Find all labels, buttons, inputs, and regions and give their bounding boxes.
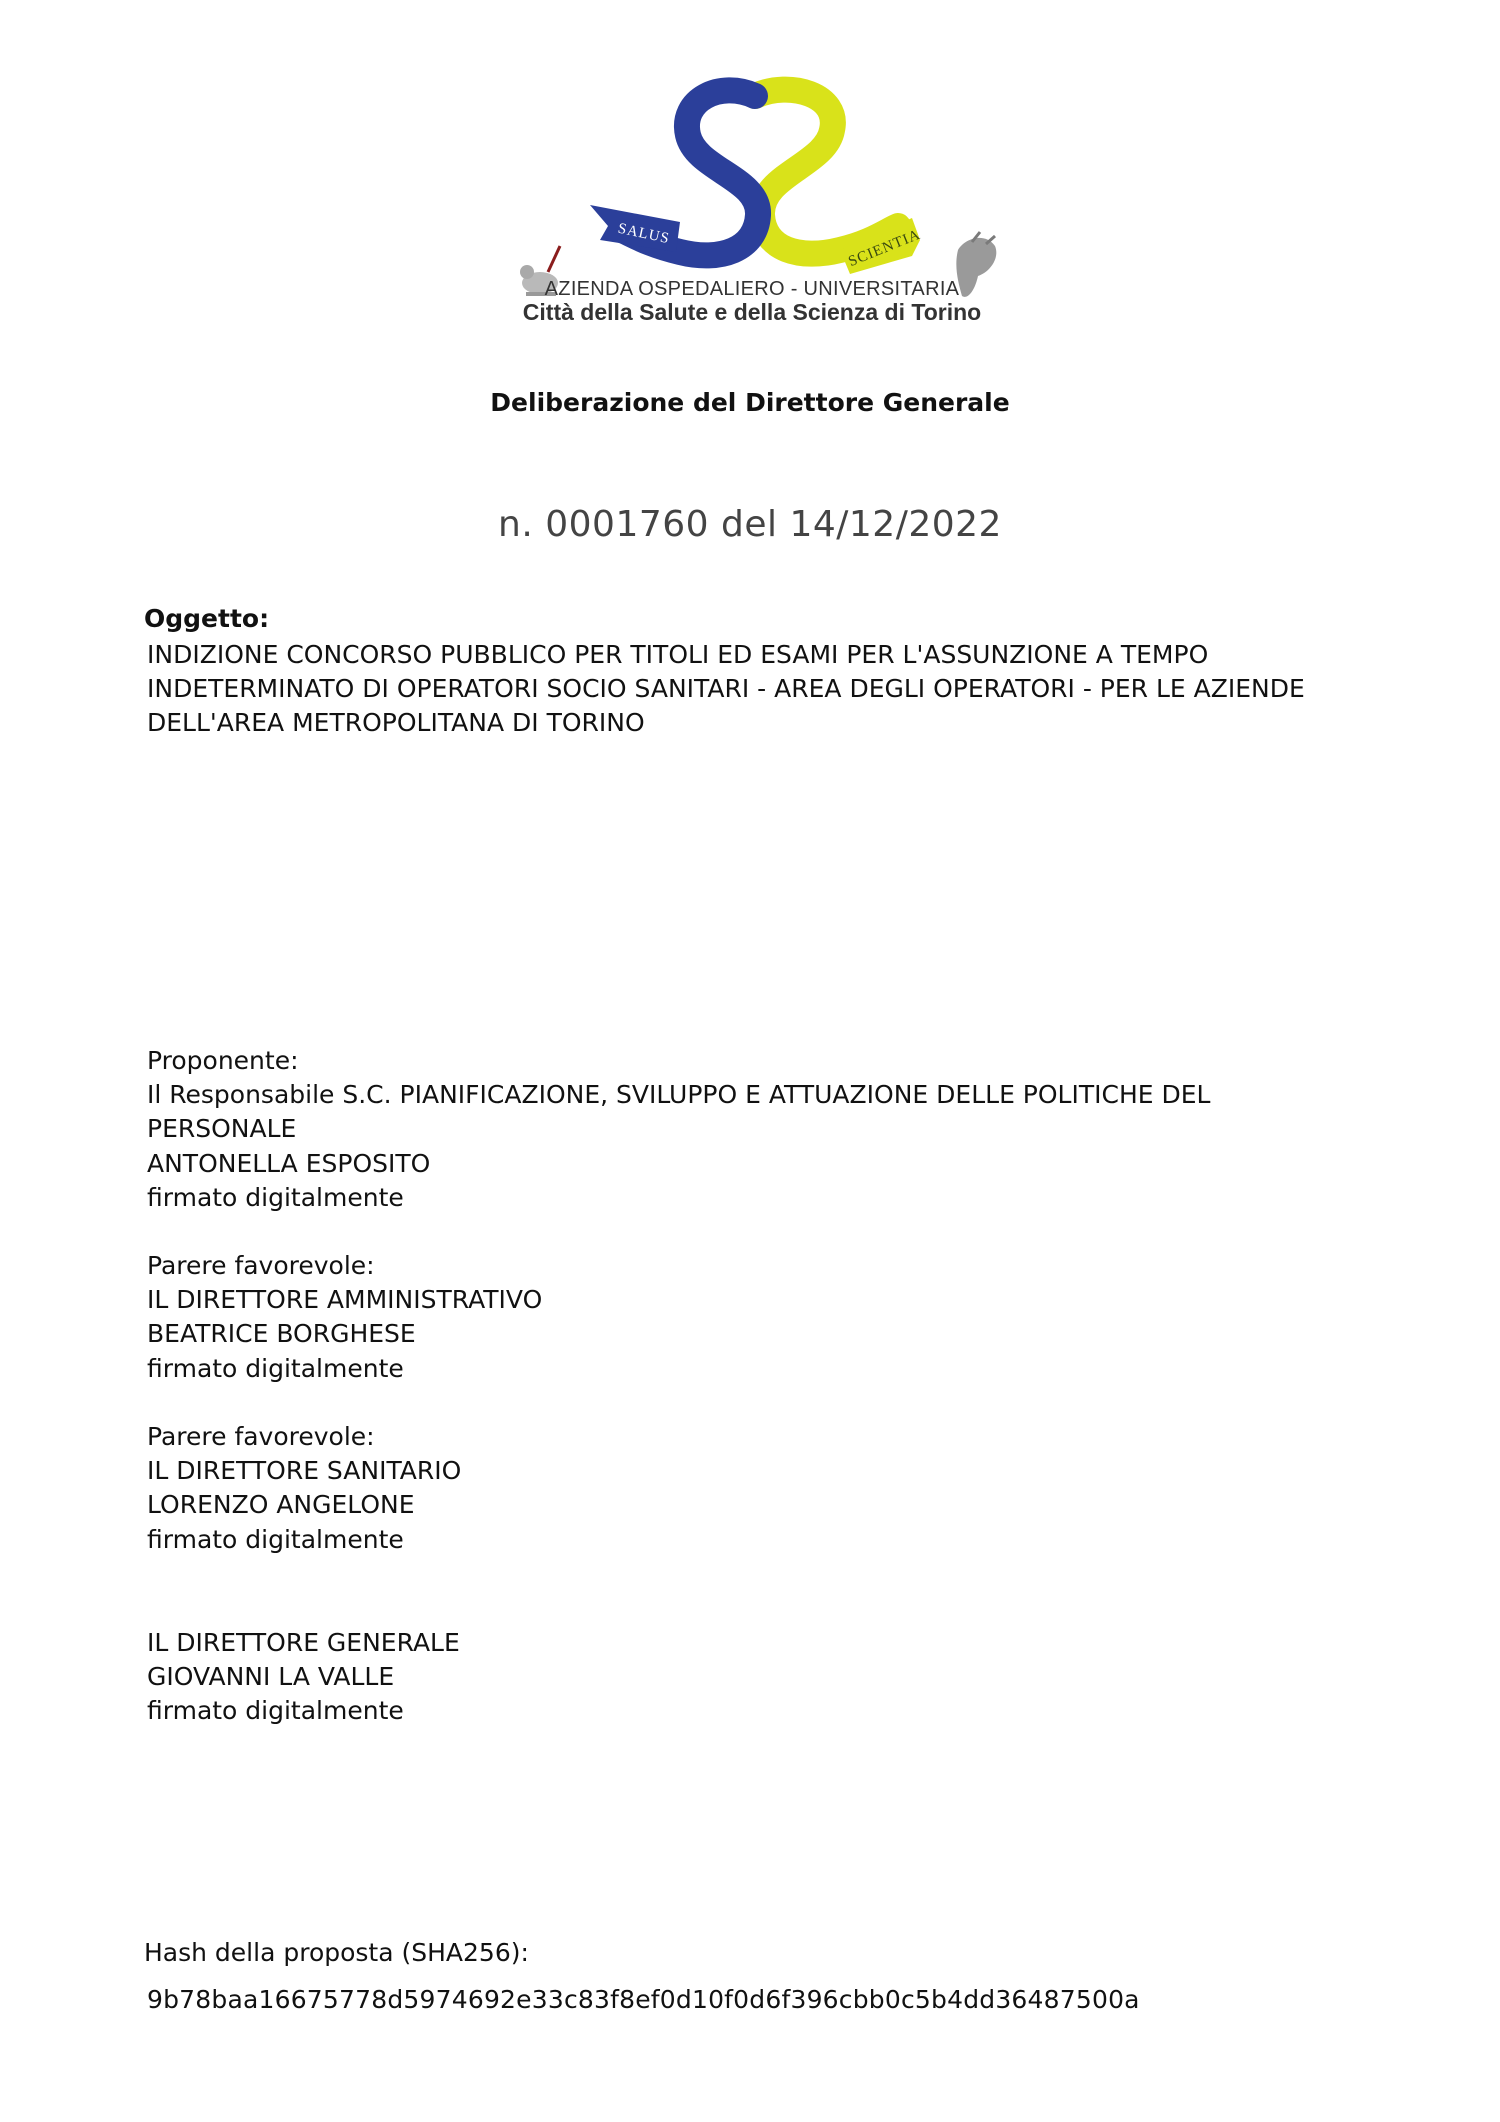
admin-opinion-label: Parere favorevole: <box>147 1251 375 1280</box>
bull-emblem-icon <box>956 232 996 297</box>
logo-line1: AZIENDA OSPEDALIERO - UNIVERSITARIA <box>544 278 960 300</box>
proponente-name: ANTONELLA ESPOSITO <box>147 1148 431 1178</box>
logo-ribbon-right-text: SCIENTIA <box>846 226 924 271</box>
deliberation-number: n. 0001760 del 14/12/2022 <box>498 504 1002 545</box>
general-director-role: IL DIRETTORE GENERALE <box>147 1628 460 1657</box>
proponente-role: Il Responsabile S.C. PIANIFICAZIONE, SVILUPPO E ATTUAZIONE DELLE POLITICHE DEL <box>147 1080 1211 1110</box>
subject-text: INDIZIONE CONCORSO PUBBLICO PER TITOLI ED ESAMI PER L'ASSUNZIONE A TEMPO INDETERMINATO DI OPERATORI SOCIO SANITARI - AREA DEGLI OPERATORI - PER LE AZIENDE DELL'AREA METROPOLITANA DI TORINO <box>147 640 1305 737</box>
general-director-block <box>147 1626 1327 1729</box>
general-director-name: GIOVANNI LA VALLE <box>147 1662 395 1692</box>
subject-label: Oggetto: <box>144 604 270 633</box>
proponente-role-cont: PERSONALE <box>147 1114 297 1144</box>
logo-ribbon-left-text: SALUS <box>616 220 672 248</box>
health-director-block <box>147 1420 1327 1557</box>
admin-signature-status: firmato digitalmente <box>147 1353 404 1383</box>
health-opinion-label: Parere favorevole: <box>147 1422 375 1451</box>
general-signature-status: firmato digitalmente <box>147 1696 404 1726</box>
proponente-block <box>147 1044 1327 1215</box>
document-title: Deliberazione del Direttore Generale <box>490 388 1010 417</box>
health-signature-status: firmato digitalmente <box>147 1524 404 1554</box>
hash-value: 9b78baa16675778d5974692e33c83f8ef0d10f0d6f396cbb0c5b4dd36487500a <box>147 1985 1140 2014</box>
proponente-label: Proponente: <box>147 1046 299 1075</box>
hash-label: Hash della proposta (SHA256): <box>144 1938 529 1967</box>
hospital-logo <box>0 0 1500 340</box>
admin-director-name: BEATRICE BORGHESE <box>147 1319 416 1349</box>
logo-yellow-s-shape <box>755 90 898 254</box>
health-director-name: LORENZO ANGELONE <box>147 1490 415 1520</box>
health-director-role: IL DIRETTORE SANITARIO <box>147 1456 462 1486</box>
admin-director-block <box>147 1249 1327 1386</box>
logo-line2: Città della Salute e della Scienza di Torino <box>522 299 982 325</box>
proponente-signature-status: firmato digitalmente <box>147 1182 404 1212</box>
admin-director-role: IL DIRETTORE AMMINISTRATIVO <box>147 1285 543 1315</box>
